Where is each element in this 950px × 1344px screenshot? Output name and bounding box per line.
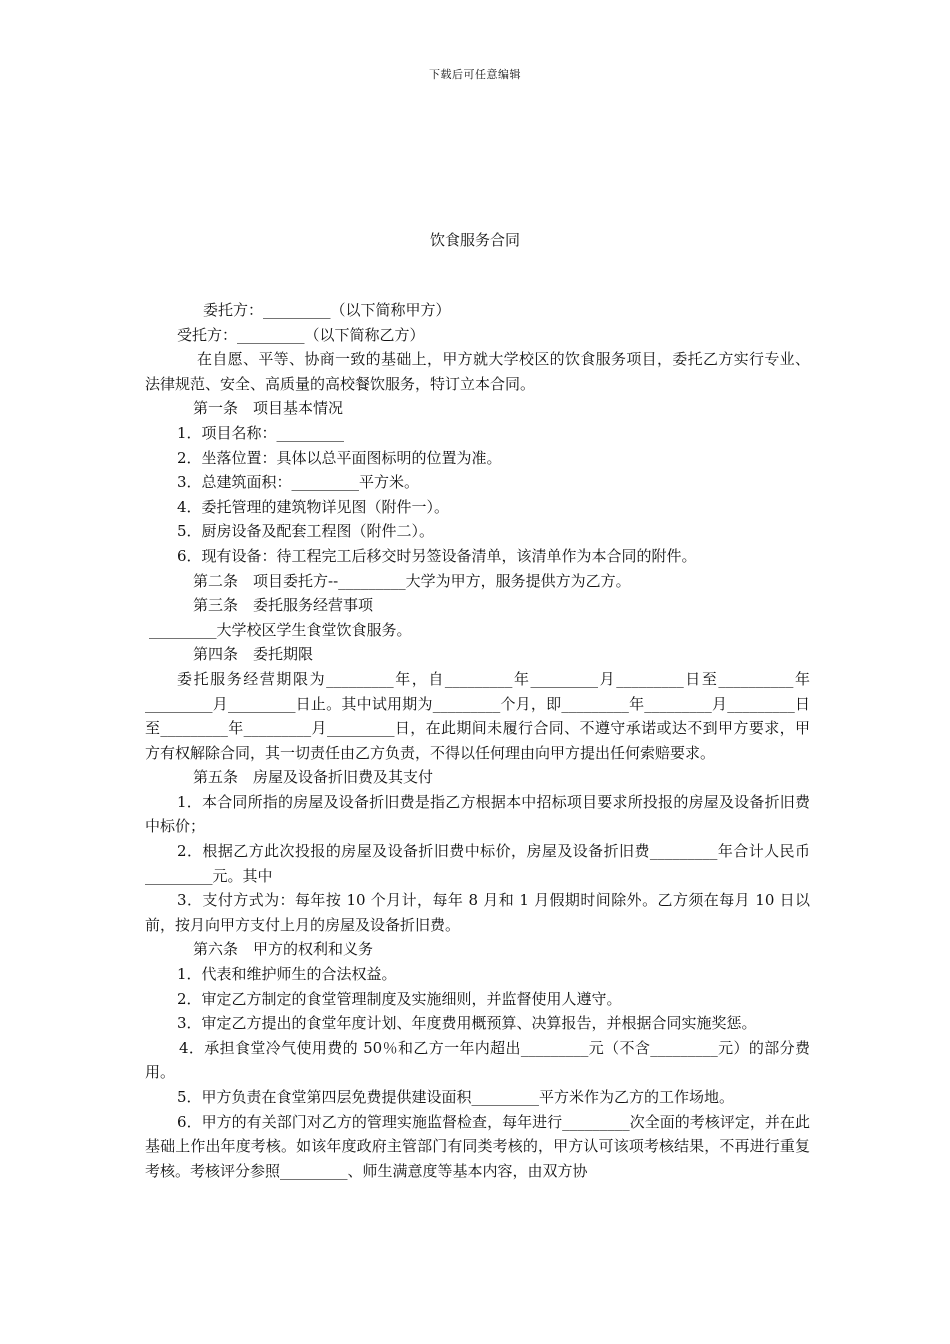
- paragraph-3: 在自愿、平等、协商一致的基础上，甲方就大学校区的饮食服务项目，委托乙方实行专业、法律规范、安全、高质量的高校餐饮服务，特订立本合同。: [145, 350, 810, 393]
- page-header: 下载后可任意编辑: [429, 68, 521, 81]
- paragraph-5: 1．项目名称：_________: [177, 423, 345, 442]
- paragraph-23: 3．审定乙方提出的食堂年度计划、年度费用概预算、决算报告，并根据合同实施奖惩。: [177, 1014, 757, 1033]
- paragraph-25: 5．甲方负责在食堂第四层免费提供建设面积_________平方米作为乙方的工作场地。: [177, 1088, 735, 1106]
- paragraph-22: 2．审定乙方制定的食堂管理制度及实施细则，并监督使用人遵守。: [177, 989, 622, 1008]
- paragraph-6: 2．坐落位置：具体以总平面图标明的位置为准。: [177, 448, 502, 467]
- paragraph-9: 5．厨房设备及配套工程图（附件二）。: [177, 522, 435, 541]
- paragraph-1: 委托方：_________（以下简称甲方）: [203, 301, 451, 319]
- paragraph-24: 4．承担食堂冷气使用费的 50％和乙方一年内超出_________元（不含_________元）的部分费用。: [145, 1038, 810, 1082]
- document-title: 饮食服务合同: [429, 231, 520, 249]
- paragraph-20: 第六条 甲方的权利和义务: [193, 940, 374, 959]
- paragraph-10: 6．现有设备：待工程完工后移交时另签设备清单，该清单作为本合同的附件。: [177, 546, 697, 565]
- paragraph-17: 1．本合同所指的房屋及设备折旧费是指乙方根据本中招标项目要求所投报的房屋及设备折旧费中标价；: [145, 792, 810, 836]
- paragraph-7: 3．总建筑面积：_________平方米。: [177, 473, 420, 492]
- paragraph-16: 第五条 房屋及设备折旧费及其支付: [193, 768, 434, 787]
- paragraph-21: 1．代表和维护师生的合法权益。: [177, 965, 397, 984]
- paragraph-11: 第二条 项目委托方--_________大学为甲方，服务提供方为乙方。: [193, 571, 631, 590]
- paragraph-15: 委托服务经营期限为_________年，自_________年_________月_________日至__________年_________月_________日止。其中试用期为_________个月，即_________年_________月_________日至_________年_________月_________日，在此期间未履行合同、不遵守承诺或达不到甲方要求，甲方有权解除合同，其一切责任由乙方负责，不得以任何理由向甲方提出任何索赔要求。: [145, 669, 810, 762]
- paragraph-4: 第一条 项目基本情况: [193, 399, 344, 418]
- paragraph-8: 4．委托管理的建筑物详见图（附件一）。: [177, 497, 450, 516]
- paragraph-19: 3．支付方式为：每年按 10 个月计，每年 8 月和 1 月假期时间除外。乙方须在每月 10 日以前，按月向甲方支付上月的房屋及设备折旧费。: [145, 891, 810, 934]
- document-body: [145, 298, 810, 1183]
- paragraph-26: 6．甲方的有关部门对乙方的管理实施监督检查，每年进行_________次全面的考核评定，并在此基础上作出年度考核。如该年度政府主管部门有同类考核的，甲方认可该项考核结果，不再进行重复考核。考核评分参照_________、师生满意度等基本内容，由双方协: [145, 1112, 810, 1180]
- paragraph-13: _________大学校区学生食堂饮食服务。: [149, 620, 412, 639]
- paragraph-2: 受托方：_________（以下简称乙方）: [177, 325, 425, 344]
- paragraph-12: 第三条 委托服务经营事项: [193, 596, 374, 615]
- paragraph-18: 2．根据乙方此次投报的房屋及设备折旧费中标价，房屋及设备折旧费_________年合计人民币_________元。其中: [145, 842, 810, 885]
- paragraph-14: 第四条 委托期限: [193, 645, 314, 664]
